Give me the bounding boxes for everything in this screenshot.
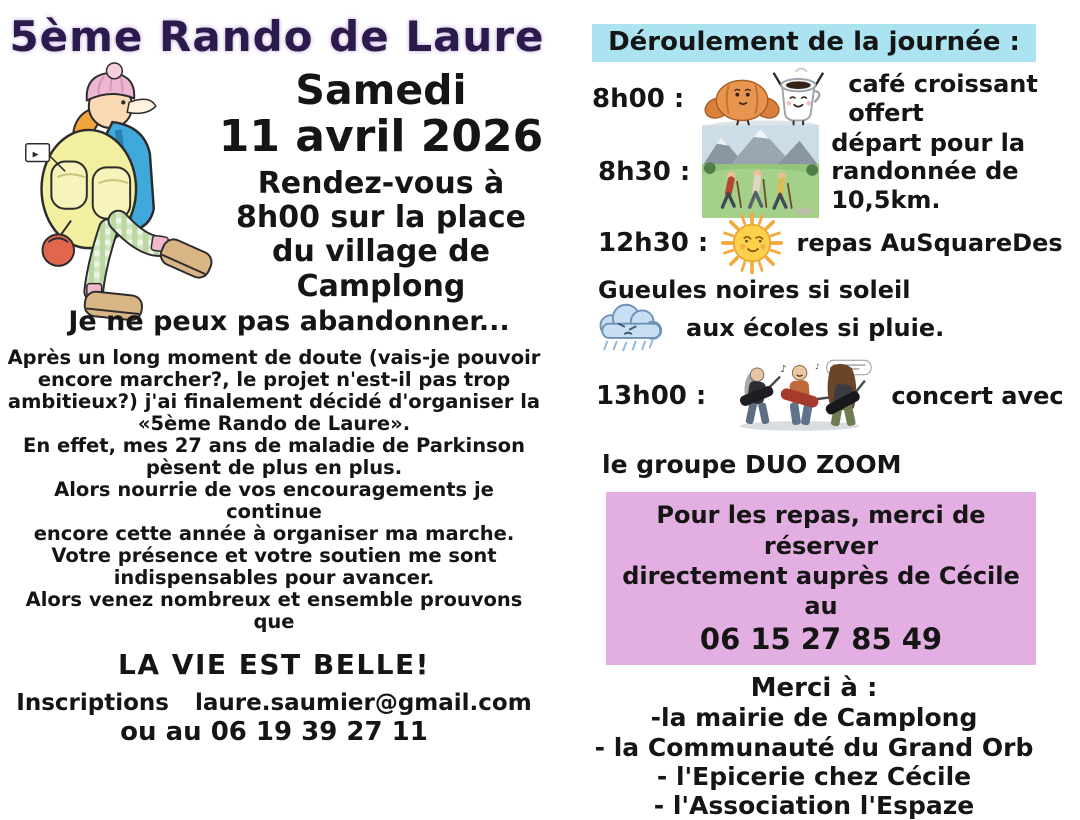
band-name-line: le groupe DUO ZOOM (602, 450, 902, 480)
thanks-item: - la Communauté du Grand Orb (594, 732, 1034, 762)
paragraph-line: pèsent de plus en plus. (145, 456, 403, 480)
hero-row (0, 61, 548, 322)
schedule-header: Déroulement de la journée : (592, 24, 1036, 62)
schedule-text: repas AuSquareDes Gueules noires si soleil (598, 228, 1063, 304)
right-column (548, 0, 1080, 820)
meeting-info (214, 167, 548, 304)
paragraph-line: encore marcher?, le projet n'est-il pas trop (37, 368, 511, 392)
inscription-phone: ou au 06 19 39 27 11 (120, 717, 428, 748)
inscriptions-line (0, 690, 548, 716)
thanks-title: Merci à : (750, 673, 878, 704)
life-motto: LA VIE EST BELLE! (118, 648, 430, 682)
meet-line: du village de (271, 234, 490, 270)
booking-line: Pour les repas, merci de réserver (656, 501, 986, 560)
sun-icon (719, 210, 785, 276)
flyer-title: 5ème Rando de Laure (9, 12, 545, 61)
schedule-row-coffee (592, 64, 1080, 133)
booking-phone: 06 15 27 85 49 (699, 622, 943, 657)
paragraph-line: Après un long moment de doute (vais-je pouvoir (7, 346, 541, 369)
meet-line: 8h00 sur la place (236, 200, 526, 236)
booking-box (606, 492, 1036, 665)
paragraph-line: Alors venez nombreux et ensemble prouvons que (25, 588, 523, 634)
paragraph-line: indispensables pour avancer. (113, 566, 435, 590)
paragraph-line: «5ème Rando de Laure». (137, 412, 411, 436)
event-date: 11 avril 2026 (218, 111, 544, 163)
schedule-row-meal (598, 210, 1080, 304)
email-address: laure.saumier@gmail.com (195, 690, 532, 717)
left-column (0, 0, 548, 764)
slogan: Je ne peux pas abandonner... (68, 306, 510, 337)
hikers-icon (702, 125, 819, 218)
schedule-row-concert (596, 359, 1080, 432)
paragraph-line: ambitieux?) j'ai finalement décidé d'organiser la (7, 390, 541, 414)
schedule-time: 13h00 : (596, 380, 707, 411)
event-day: Samedi (295, 66, 467, 114)
thanks-item: - l'Epicerie chez Cécile (656, 761, 972, 791)
schedule-row-hike (598, 125, 1080, 218)
message-paragraph (0, 347, 548, 633)
schedule-text: départ pour la randonnée de 10,5km. (831, 129, 1026, 214)
paragraph-line: Alors nourrie de vos encouragements je continue (54, 478, 494, 524)
paragraph-line: encore cette année à organiser ma marche. (33, 522, 515, 546)
svg-text:♪: ♪ (815, 362, 821, 372)
schedule-text: concert avec (891, 381, 1064, 410)
meet-line: Rendez-vous à (257, 166, 505, 202)
paragraph-line: En effet, mes 27 ans de maladie de Parkinson (23, 434, 525, 458)
schedule-time: 8h00 : (592, 83, 685, 114)
rock-band-icon (730, 359, 875, 432)
paragraph-line: Votre présence et votre soutien me sont (51, 544, 497, 568)
booking-line: directement auprès de Cécile au (622, 561, 1020, 621)
schedule-text: aux écoles si pluie. (686, 313, 945, 342)
thanks-item: -la mairie de Camplong (650, 703, 978, 733)
hiker-illustration (2, 61, 214, 322)
schedule-text: café croissant offert (848, 70, 1038, 127)
schedule-time: 12h30 : (598, 228, 709, 258)
schedule-time: 8h30 : (598, 156, 691, 187)
inscriptions-label: Inscriptions (16, 690, 169, 717)
svg-text:♪: ♪ (780, 364, 787, 376)
meet-line: Camplong (296, 268, 466, 304)
rain-cloud-icon (590, 300, 666, 355)
schedule-row-rain (590, 300, 1080, 355)
coffee-croissant-icon (702, 64, 826, 133)
thanks-list (548, 703, 1080, 820)
thanks-item: - l'Association l'Espaze (653, 791, 975, 820)
date-block (214, 61, 548, 304)
